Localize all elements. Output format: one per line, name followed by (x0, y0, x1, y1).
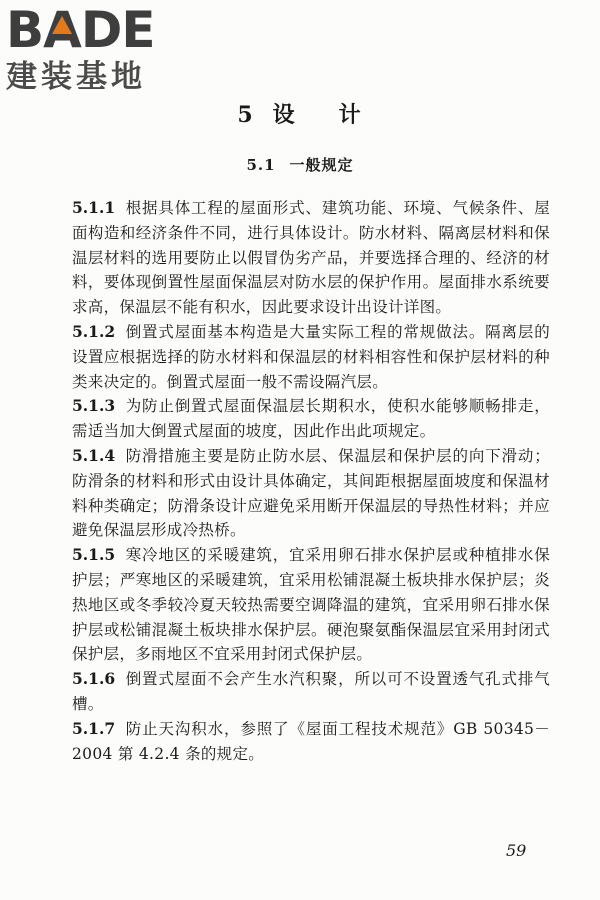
clause-number: 5.1.4 (72, 445, 116, 465)
clause-5-1-7 (72, 717, 550, 767)
clause-5-1-4 (72, 444, 550, 543)
clause-number: 5.1.7 (72, 718, 116, 738)
chapter-number: 5 (237, 102, 255, 128)
clause-text: 倒置式屋面不会产生水汽积聚，所以可不设置透气孔式排气槽。 (72, 670, 550, 713)
chapter-title (0, 98, 600, 129)
clause-number: 5.1.6 (72, 669, 116, 689)
clause-number: 5.1.3 (72, 396, 116, 416)
section-title (0, 154, 600, 175)
clause-text: 根据具体工程的屋面形式、建筑功能、环境、气候条件、屋面构造和经济条件不同，进行具体设计。防水材料、隔离层材料和保温层材料的选用要防止以假冒伪劣产品，并要选择合理的、经济的材料，要体现倒置性屋面保温层对防水层的保护作用。屋面排水系统要求高，保温层不能有积水，因此要求设计出设计详图。 (72, 199, 550, 317)
clause-5-1-3 (72, 394, 550, 444)
logo-letters-de: DE (80, 1, 155, 59)
logo-letter-b: B (6, 1, 44, 59)
clause-text: 倒置式屋面基本构造是大量实际工程的常规做法。隔离层的设置应根据选择的防水材料和保温层的材料相容性和保护层材料的种类来决定的。倒置式屋面一般不需设隔汽层。 (72, 322, 550, 391)
chapter-word-1: 设 (272, 102, 297, 128)
logo-triangle-icon (52, 16, 72, 34)
clause-text: 为防止倒置式屋面保温层长期积水，使积水能够顺畅排走，需适当加大倒置式屋面的坡度，因此作出此项规定。 (72, 397, 550, 441)
section-number: 5.1 (246, 156, 276, 174)
clause-number: 5.1.2 (72, 321, 116, 341)
clause-text: 寒冷地区的采暖建筑，宜采用卵石排水保护层或种植排水保护层；严寒地区的采暖建筑，宜采用松铺混凝土板块排水保护层；炎热地区或冬季较冷夏天较热需要空调降温的建筑，宜采用卵石排水保护层或松铺混凝土板块排水保护层。硬泡聚氨酯保温层宜采用封闭式保护层，多雨地区不宜采用封闭式保护层。 (72, 546, 550, 664)
chapter-word-2: 计 (338, 102, 363, 128)
clause-5-1-6 (72, 667, 550, 717)
logo-letter-a: A (43, 1, 81, 59)
logo-subtitle: 建装基地 (6, 59, 146, 95)
section-heading: 一般规定 (289, 156, 354, 174)
clause-5-1-5 (72, 543, 550, 667)
clause-text: 防滑措施主要是防止防水层、保温层和保护层的向下滑动；防滑条的材料和形式由设计具体确定，其间距根据屋面坡度和保温材料种类确定；防滑条设计应避免采用断开保温层的导热性材料；并应避免保温层形成冷热桥。 (72, 446, 550, 540)
clause-5-1-2 (72, 320, 550, 394)
logo-letter-a-wrap (43, 2, 81, 58)
clause-number: 5.1.5 (72, 545, 116, 565)
clause-text: 防止天沟积水，参照了《屋面工程技术规范》GB 50345－2004 第 4.2.4 条的规定。 (72, 719, 550, 763)
page-number: 59 (506, 841, 527, 860)
logo (6, 2, 176, 94)
clause-list (72, 196, 550, 766)
logo-wordmark (6, 2, 176, 60)
clause-5-1-1 (72, 196, 550, 320)
clause-number: 5.1.1 (72, 198, 116, 217)
